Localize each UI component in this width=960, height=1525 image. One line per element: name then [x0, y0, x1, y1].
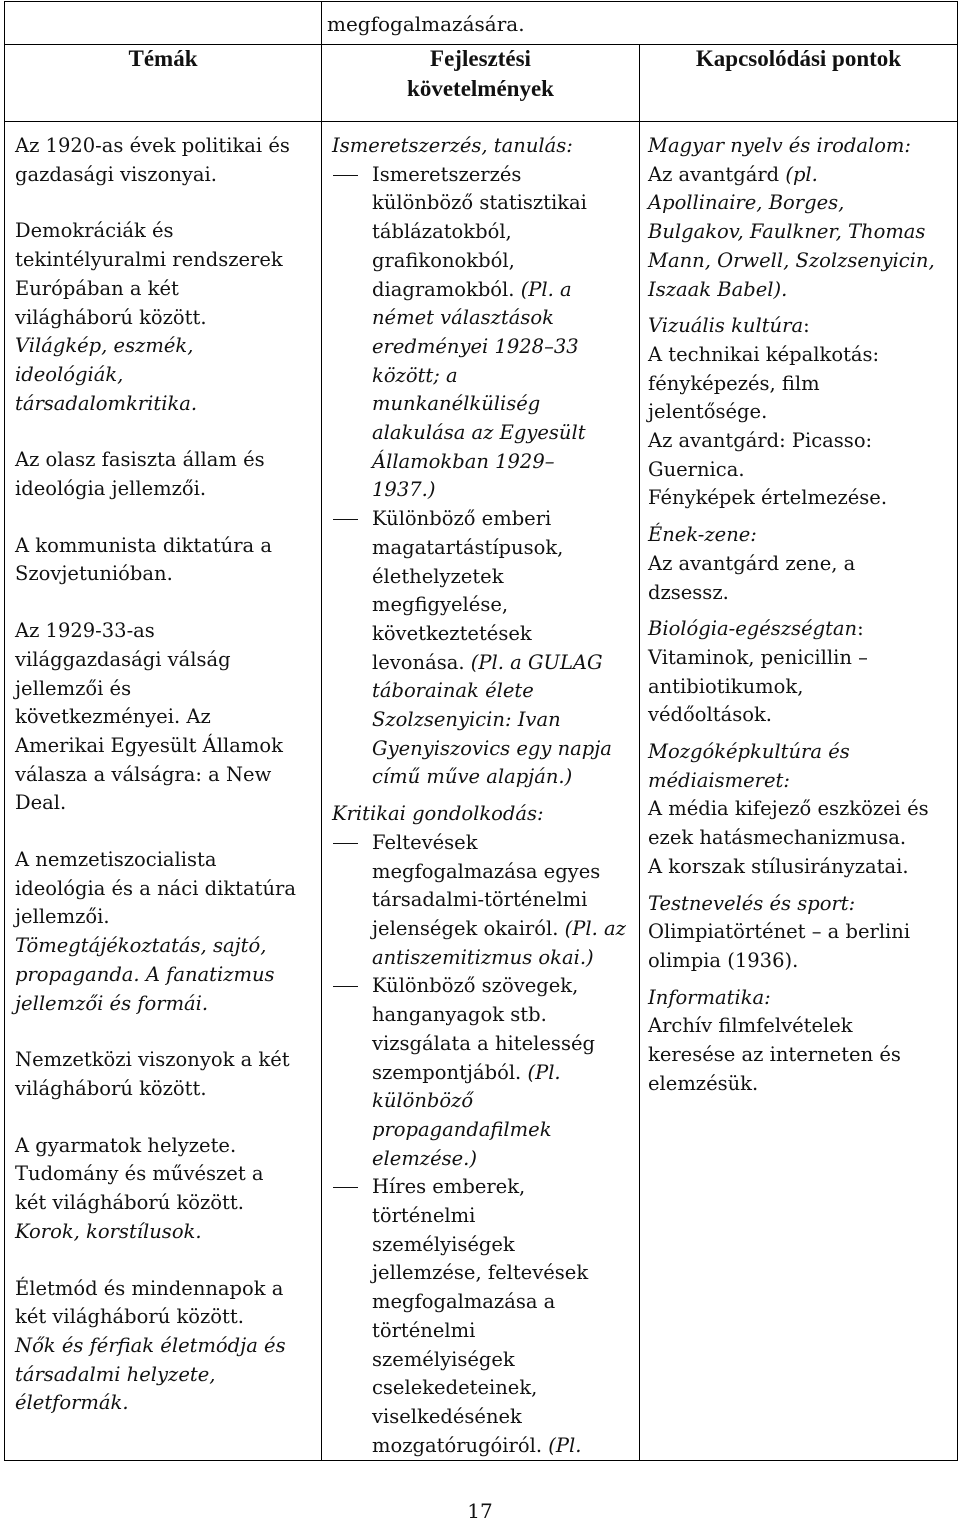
requirements-cell [322, 122, 640, 1461]
conn-music: Ének-zene: Az avantgárd zene, a dzsessz. [648, 523, 856, 604]
knowledge-list [332, 161, 631, 792]
critical-list [332, 829, 631, 1460]
continuation-row [5, 2, 958, 45]
topic-nazism: A nemzetiszocialista ideológia és a náci diktatúra jellemzői. Tömegtájékoztatás, sajtó, propaganda. A fanatizmus jellemzői és formái. [15, 848, 296, 1015]
topic-1920s: Az 1920-as évek politikai és gazdasági viszonyai. [15, 134, 290, 186]
list-item: Híres emberek, történelmi személyiségek jellemzése, feltevések megfogalmazása a történelmi személyiségek cselekedeteinek, viselkedésének mozgatórugóiról. (Pl. [332, 1173, 631, 1460]
header-row [5, 45, 958, 122]
conn-biology: Biológia-egészségtan: Vitaminok, penicillin – antibiotikumok, védőoltások. [648, 617, 868, 727]
conn-informatics: Informatika: Archív filmfelvételek keresése az interneten és elemzésük. [648, 985, 901, 1095]
list-item: Különböző emberi magatartástípusok, élethelyzetek megfigyelése, következtetések levonása. (Pl. a GULAG táborainak élete Szolzsenyicin: Ivan Gyenyiszovics egy napja című műve alapján.) [332, 505, 631, 792]
topic-lifestyle: Életmód és mindennapok a két világháború között. Nők és férfiak életmódja és társadalmi helyzete, életformák. [15, 1276, 286, 1415]
critical-title: Kritikai gondolkodás: [332, 802, 544, 826]
continuation-text: megfogalmazására. [327, 12, 525, 36]
list-item: Feltevések megfogalmazása egyes társadalmi-történelmi jelenségek okairól. (Pl. az antiszemitizmus okai.) [332, 829, 631, 973]
header-topics: Témák [5, 45, 322, 122]
header-connections: Kapcsolódási pontok [640, 45, 958, 122]
curriculum-table [4, 1, 958, 1461]
topic-fascism: Az olasz fasiszta állam és ideológia jellemzői. [15, 448, 265, 501]
list-item: Különböző szövegek, hanganyagok stb. vizsgálata a hitelesség szempontjából. (Pl. különböző propagandafilmek elemzése.) [332, 972, 631, 1173]
topic-crisis: Az 1929-33-as világgazdasági válság jellemzői és következményei. Az Amerikai Egyesült Államok válasza a válságra: a New Deal. [15, 619, 283, 815]
conn-visual: Vizuális kultúra: A technikai képalkotás: fényképezés, film jelentősége. Az avantgárd: Picasso: Guernica. Fényképek értelmezése. [648, 314, 888, 510]
page-number: 17 [467, 1499, 493, 1523]
topic-international: Nemzetközi viszonyok a két világháború között. [15, 1048, 290, 1100]
conn-literature: Magyar nyelv és irodalom: Az avantgárd (pl. Apollinaire, Borges, Bulgakov, Faulkner, Thomas Mann, Orwell, Szolzsenyicin, Iszaak Babel). [648, 134, 935, 301]
list-item: Ismeretszerzés különböző statisztikai táblázatokból, grafikonokból, diagramokból. (Pl. a német választások eredményei 1928–33 között; a munkanélküliség alakulása az Egyesült Államokban 1929– 1937.) [332, 161, 631, 505]
connections-cell [640, 122, 958, 1461]
empty-cell [5, 2, 322, 45]
topic-democracies: Demokráciák és tekintélyuralmi rendszerek Európában a két világháború között. Világkép, eszmék, ideológiák, társadalomkritika. [15, 219, 283, 415]
content-row [5, 122, 958, 1461]
conn-film: Mozgóképkultúra és médiaismeret: A média kifejező eszközei és ezek hatásmechanizmusa. A korszak stílusirányzatai. [648, 740, 929, 878]
header-requirements: Fejlesztési követelmények [322, 45, 640, 122]
conn-sport: Testnevelés és sport: Olimpiatörténet – a berlini olimpia (1936). [648, 891, 911, 972]
topics-cell [5, 122, 322, 1461]
knowledge-title: Ismeretszerzés, tanulás: [332, 134, 573, 157]
topic-colonies: A gyarmatok helyzete. Tudomány és művészet a két világháború között. Korok, korstílusok. [15, 1133, 264, 1243]
continuation-cell [322, 2, 958, 45]
topic-communism: A kommunista diktatúra a Szovjetunióban. [15, 533, 273, 586]
